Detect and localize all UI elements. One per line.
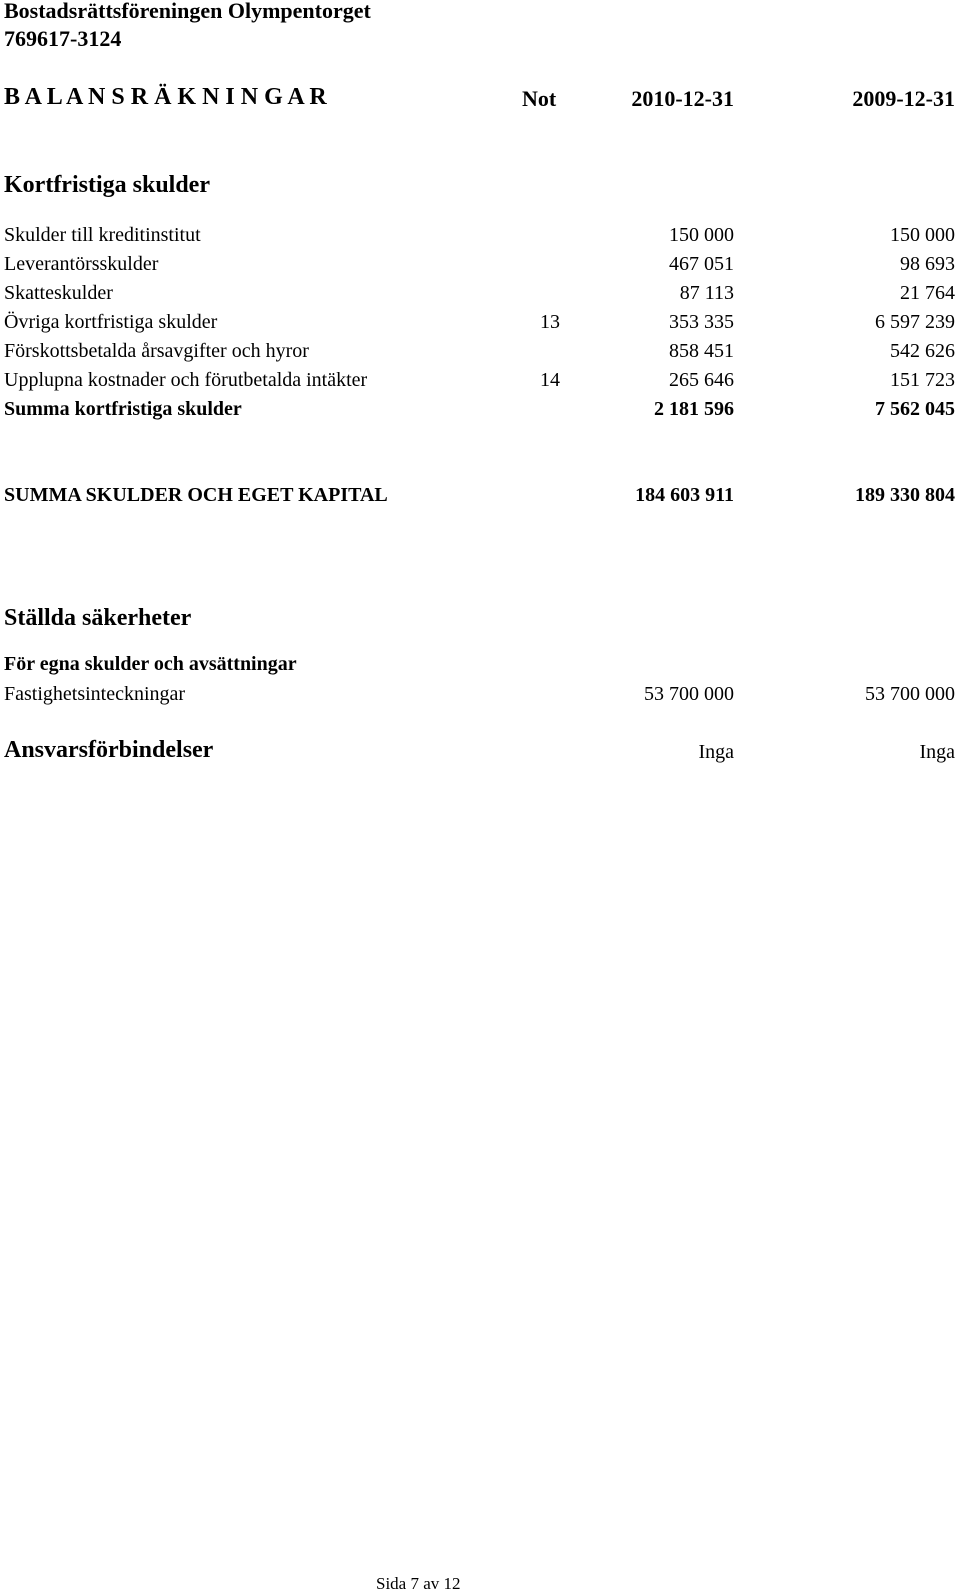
row-value-2009: 150 000 xyxy=(890,224,955,246)
grand-total-label: SUMMA SKULDER OCH EGET KAPITAL xyxy=(4,484,388,506)
organization-number: 769617-3124 xyxy=(4,26,122,51)
table-row xyxy=(0,340,960,368)
row-value-2010: 53 700 000 xyxy=(644,683,734,705)
row-label: Skatteskulder xyxy=(4,282,113,304)
row-value-2009: 98 693 xyxy=(900,253,955,275)
contingent-value-2009: Inga xyxy=(919,741,955,763)
subtotal-label: Summa kortfristiga skulder xyxy=(4,398,242,420)
section-heading-contingent-liabilities: Ansvarsförbindelser xyxy=(4,737,214,763)
row-value-2010: 858 451 xyxy=(669,340,734,362)
table-row xyxy=(0,224,960,252)
row-label: Förskottsbetalda årsavgifter och hyror xyxy=(4,340,309,362)
table-row xyxy=(0,282,960,310)
row-value-2010: 353 335 xyxy=(669,311,734,333)
grand-total-value-2010: 184 603 911 xyxy=(635,484,734,506)
year2-column-header: 2009-12-31 xyxy=(852,86,955,111)
row-value-2009: 53 700 000 xyxy=(865,683,955,705)
row-value-2009: 6 597 239 xyxy=(875,311,955,333)
row-value-2010: 265 646 xyxy=(669,369,734,391)
pledged-subheading: För egna skulder och avsättningar xyxy=(4,653,297,675)
row-value-2010: 467 051 xyxy=(669,253,734,275)
page-number: Sida 7 av 12 xyxy=(376,1574,461,1593)
row-note: 13 xyxy=(540,311,560,333)
grand-total-value-2009: 189 330 804 xyxy=(855,484,955,506)
grand-total-row xyxy=(0,484,960,512)
subtotal-value-2010: 2 181 596 xyxy=(654,398,734,420)
section-heading-pledged-assets: Ställda säkerheter xyxy=(4,605,192,631)
note-column-header: Not xyxy=(522,86,557,111)
subtotal-value-2009: 7 562 045 xyxy=(875,398,955,420)
page-title: B A L A N S R Ä K N I N G A R xyxy=(4,84,327,110)
contingent-value-2010: Inga xyxy=(698,741,734,763)
row-label: Upplupna kostnader och förutbetalda intäkter xyxy=(4,369,368,391)
section-heading-short-term-liabilities: Kortfristiga skulder xyxy=(4,172,210,198)
row-value-2009: 21 764 xyxy=(900,282,955,304)
table-row xyxy=(0,369,960,397)
row-label: Övriga kortfristiga skulder xyxy=(4,311,218,333)
row-label: Fastighetsinteckningar xyxy=(4,683,186,705)
subtotal-row xyxy=(0,398,960,426)
row-value-2010: 87 113 xyxy=(679,282,734,304)
year1-column-header: 2010-12-31 xyxy=(631,86,734,111)
table-row xyxy=(0,311,960,339)
row-label: Leverantörsskulder xyxy=(4,253,159,275)
row-value-2010: 150 000 xyxy=(669,224,734,246)
organization-name: Bostadsrättsföreningen Olympentorget xyxy=(4,0,371,23)
row-label: Skulder till kreditinstitut xyxy=(4,224,201,246)
row-note: 14 xyxy=(540,369,560,391)
row-value-2009: 542 626 xyxy=(890,340,955,362)
table-row xyxy=(0,683,960,711)
table-row xyxy=(0,253,960,281)
row-value-2009: 151 723 xyxy=(890,369,955,391)
